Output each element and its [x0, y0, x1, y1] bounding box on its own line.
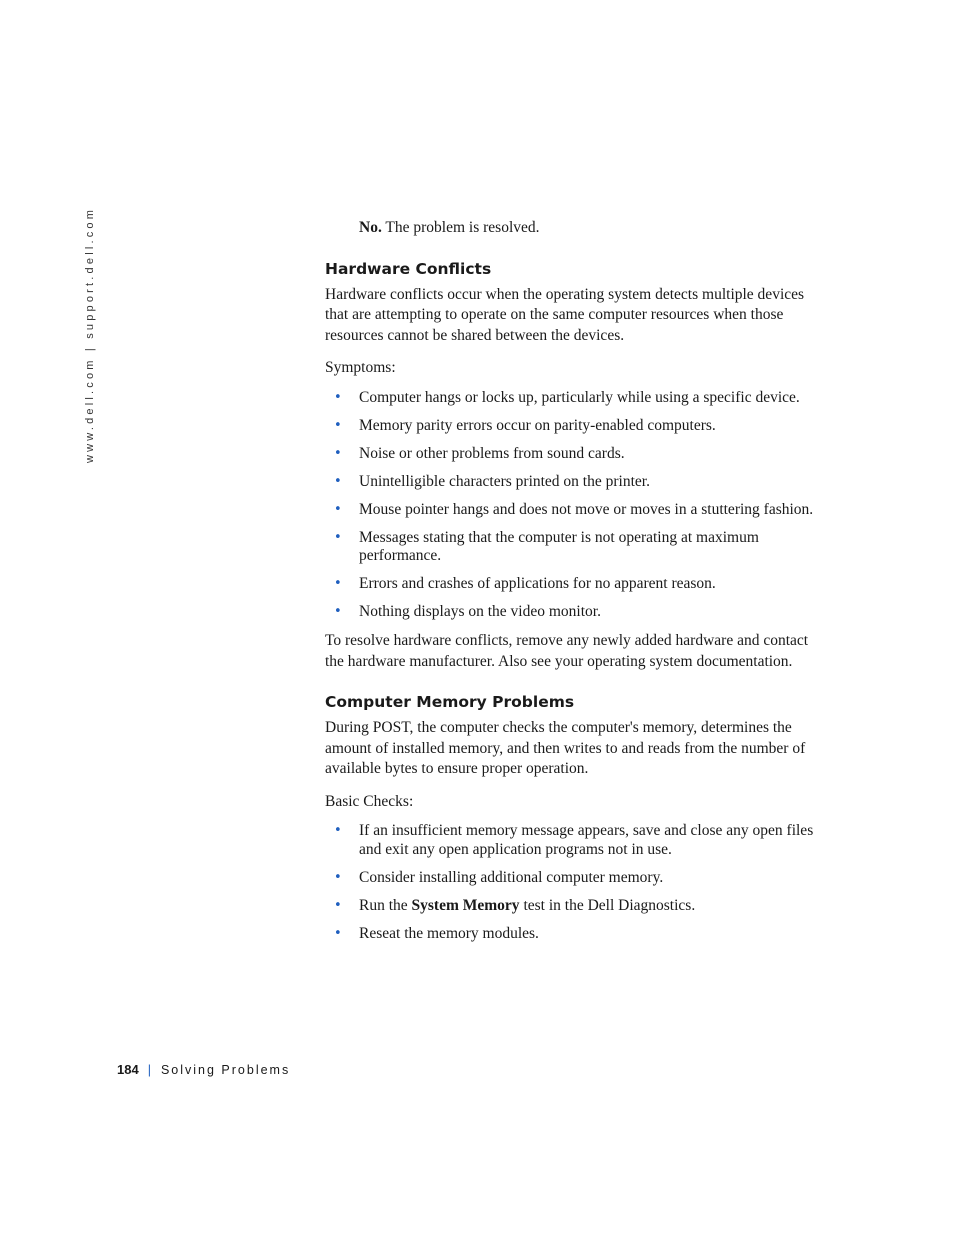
- footer-separator: |: [147, 1063, 151, 1077]
- bullet-icon: •: [334, 529, 342, 545]
- bullet-icon: •: [334, 823, 342, 838]
- answer-bold: No.: [359, 219, 382, 236]
- list-item: [325, 925, 825, 944]
- symptom-text: Unintelligible characters printed on the printer.: [359, 472, 650, 490]
- bullet-icon: •: [334, 501, 342, 517]
- bullet-icon: •: [334, 389, 342, 405]
- symptom-text: Messages stating that the computer is not operating at maximum performance.: [359, 528, 759, 564]
- page-footer: [117, 1062, 290, 1077]
- list-item: [325, 822, 825, 859]
- bullet-icon: •: [334, 604, 342, 619]
- answer-no: [325, 218, 825, 239]
- bullet-icon: •: [334, 445, 342, 461]
- section-name: Solving Problems: [160, 1063, 291, 1077]
- list-item: [325, 445, 825, 464]
- check-text: [359, 897, 695, 914]
- check-post: test in the Dell Diagnostics.: [519, 896, 696, 914]
- symptom-text: Mouse pointer hangs and does not move or moves in a stuttering fashion.: [359, 500, 814, 518]
- page-content: [325, 218, 825, 953]
- list-item: [325, 417, 825, 436]
- list-item: [325, 603, 825, 622]
- list-item: [325, 389, 825, 408]
- bullet-icon: •: [334, 869, 342, 885]
- symptom-text: Errors and crashes of applications for no apparent reason.: [359, 575, 716, 592]
- memory-description: During POST, the computer checks the computer's memory, determines the amount of installed memory, and then writes to and reads from the number of available bytes to ensure proper operation.: [325, 719, 806, 777]
- heading-memory-problems: Computer Memory Problems: [325, 693, 575, 711]
- basic-checks-label: Basic Checks:: [325, 792, 414, 810]
- list-item: [325, 501, 825, 520]
- check-pre: Run the: [359, 896, 412, 914]
- system-memory-test-name: System Memory: [411, 896, 520, 914]
- basic-checks-list: [325, 822, 825, 943]
- check-text: Reseat the memory modules.: [359, 924, 539, 942]
- sidebar-url: www.dell.com | support.dell.com: [84, 206, 96, 463]
- bullet-icon: •: [334, 576, 342, 591]
- hardware-description: Hardware conflicts occur when the operating system detects multiple devices that are attempting to operate on the same computer resources when those resources cannot be shared between the devices.: [325, 285, 805, 344]
- bullet-icon: •: [334, 417, 342, 433]
- list-item: [325, 473, 825, 492]
- list-item: [325, 869, 825, 888]
- heading-hardware-conflicts: Hardware Conflicts: [325, 259, 492, 278]
- answer-text: The problem is resolved.: [381, 219, 540, 236]
- bullet-icon: •: [334, 897, 342, 913]
- bullet-icon: •: [334, 473, 342, 489]
- check-text: If an insufficient memory message appears, save and close any open files and exit any open application programs not in use.: [359, 822, 814, 858]
- check-text: Consider installing additional computer memory.: [359, 868, 664, 886]
- symptom-text: Computer hangs or locks up, particularly while using a specific device.: [359, 388, 800, 406]
- symptoms-label: Symptoms:: [325, 359, 396, 376]
- list-item: [325, 575, 825, 594]
- list-item: [325, 897, 825, 916]
- hardware-resolution: To resolve hardware conflicts, remove any newly added hardware and contact the hardware manufacturer. Also see your operating system documentation.: [325, 632, 809, 670]
- symptom-text: Memory parity errors occur on parity-enabled computers.: [359, 416, 716, 434]
- list-item: [325, 529, 825, 566]
- page-number: 184: [117, 1062, 139, 1077]
- symptom-text: Nothing displays on the video monitor.: [359, 603, 601, 620]
- bullet-icon: •: [334, 925, 342, 941]
- symptom-text: Noise or other problems from sound cards.: [359, 444, 625, 462]
- symptoms-list: [325, 389, 825, 622]
